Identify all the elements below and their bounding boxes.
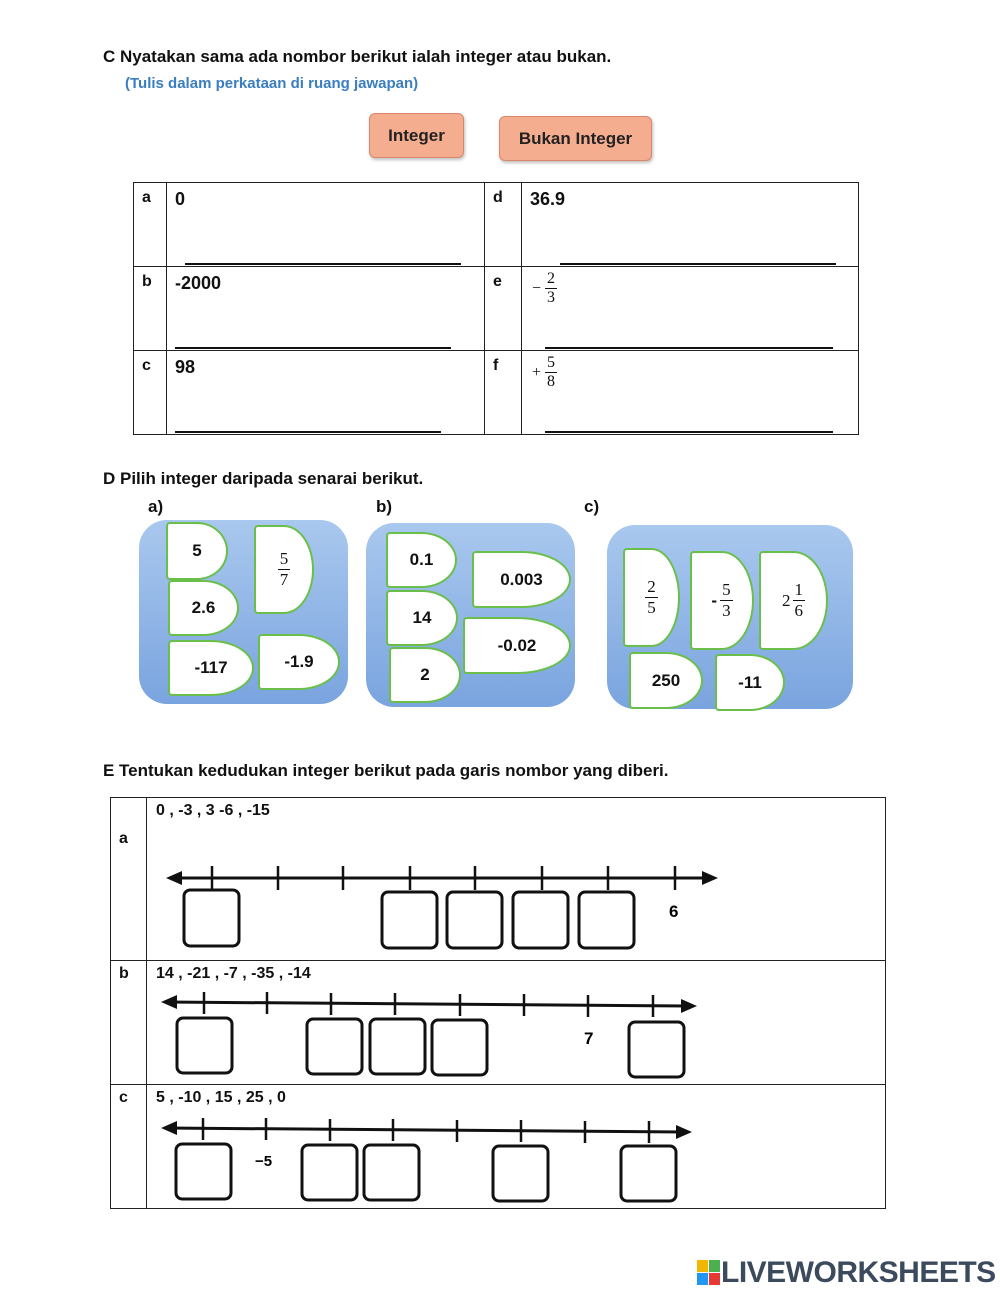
fraction-chip[interactable] bbox=[254, 525, 314, 614]
answer-field-c[interactable] bbox=[175, 409, 441, 433]
answer-drop-box[interactable] bbox=[177, 1018, 232, 1073]
given-value-label: 7 bbox=[584, 1029, 594, 1048]
answer-drop-box[interactable] bbox=[513, 892, 568, 948]
section-d-heading: D Pilih integer daripada senarai berikut. bbox=[103, 469, 424, 488]
number-line-b bbox=[155, 988, 715, 1083]
number-value: 0 bbox=[175, 189, 186, 209]
number-chip[interactable]: -117 bbox=[168, 640, 254, 696]
given-value-label: 6 bbox=[669, 902, 679, 921]
group-b-label: b) bbox=[376, 497, 393, 516]
number-line-axis bbox=[165, 1128, 683, 1132]
fraction-denominator: 7 bbox=[279, 570, 289, 589]
answer-field-f[interactable] bbox=[545, 409, 833, 433]
row-label: b bbox=[142, 273, 152, 290]
answer-field-e[interactable] bbox=[545, 325, 833, 349]
number-value: 36.9 bbox=[530, 189, 566, 209]
number-value: 98 bbox=[175, 357, 196, 377]
number-chip[interactable]: 2 bbox=[389, 647, 461, 703]
row-label: d bbox=[493, 189, 503, 206]
number-chip[interactable]: 0.003 bbox=[472, 551, 571, 608]
answer-field-a[interactable] bbox=[185, 241, 461, 265]
answer-field-b[interactable] bbox=[175, 325, 451, 349]
fraction-denominator: 3 bbox=[722, 601, 731, 620]
answer-drop-box[interactable] bbox=[364, 1145, 419, 1200]
number-chip[interactable]: 250 bbox=[629, 652, 703, 709]
fraction-numerator: 5 bbox=[547, 354, 556, 371]
answer-drop-box[interactable] bbox=[382, 892, 437, 948]
fraction-denominator: 8 bbox=[547, 373, 556, 390]
section-c-note: (Tulis dalam perkataan di ruang jawapan) bbox=[125, 75, 419, 92]
integer-option-button[interactable]: Integer bbox=[369, 113, 464, 158]
integer-sequence: 14 , -21 , -7 , -35 , -14 bbox=[156, 965, 311, 982]
answer-drop-box[interactable] bbox=[302, 1145, 357, 1200]
number-chip[interactable]: -11 bbox=[715, 654, 785, 711]
fraction-numerator: 2 bbox=[647, 577, 656, 596]
fraction-numerator: 5 bbox=[279, 549, 289, 568]
fraction-denominator: 6 bbox=[794, 601, 803, 620]
left-arrowhead bbox=[161, 1121, 177, 1135]
row-label: c bbox=[142, 357, 151, 374]
answer-drop-box[interactable] bbox=[370, 1019, 425, 1074]
liveworksheets-logo bbox=[697, 1256, 996, 1290]
given-value-label: −5 bbox=[255, 1153, 273, 1170]
logo-mark-icon bbox=[697, 1260, 721, 1286]
fraction-chip[interactable] bbox=[623, 548, 680, 647]
number-line-c bbox=[155, 1113, 715, 1208]
row-label: c bbox=[119, 1089, 128, 1106]
answer-drop-box[interactable] bbox=[447, 892, 502, 948]
answer-drop-box[interactable] bbox=[176, 1144, 231, 1199]
row-label: b bbox=[119, 965, 129, 982]
number-chip[interactable]: -0.02 bbox=[463, 617, 571, 674]
right-arrowhead bbox=[681, 999, 697, 1013]
bukan-integer-option-button[interactable]: Bukan Integer bbox=[499, 116, 652, 161]
left-arrowhead bbox=[166, 871, 182, 885]
fraction-sign: − bbox=[532, 279, 542, 297]
row-label: e bbox=[493, 273, 502, 290]
whole-number: 2 bbox=[782, 590, 791, 610]
number-value: -2000 bbox=[175, 273, 222, 293]
number-chip[interactable]: 14 bbox=[386, 590, 458, 646]
fraction-numerator: 2 bbox=[547, 270, 556, 287]
number-chip[interactable]: 5 bbox=[166, 522, 228, 580]
number-line-axis bbox=[165, 1002, 688, 1006]
group-c-label: c) bbox=[584, 497, 600, 516]
answer-drop-box[interactable] bbox=[629, 1022, 684, 1077]
number-line-a bbox=[160, 860, 730, 960]
mixed-fraction-chip[interactable] bbox=[759, 551, 828, 650]
right-arrowhead bbox=[702, 871, 718, 885]
fraction-denominator: 5 bbox=[647, 598, 656, 617]
answer-drop-box[interactable] bbox=[621, 1146, 676, 1201]
section-e-heading: E Tentukan kedudukan integer berikut pada garis nombor yang diberi. bbox=[103, 761, 669, 780]
answer-field-d[interactable] bbox=[560, 241, 836, 265]
answer-drop-box[interactable] bbox=[493, 1146, 548, 1201]
right-arrowhead bbox=[676, 1125, 692, 1139]
fraction-value bbox=[532, 354, 557, 391]
fraction-sign: + bbox=[532, 363, 542, 381]
answer-drop-box[interactable] bbox=[579, 892, 634, 948]
row-label: a bbox=[119, 830, 128, 847]
fraction-chip[interactable] bbox=[690, 551, 754, 650]
left-arrowhead bbox=[161, 995, 177, 1009]
fraction-value bbox=[532, 270, 557, 307]
number-chip[interactable]: 0.1 bbox=[386, 532, 457, 588]
logo-text: LIVEWORKSHEETS bbox=[721, 1256, 996, 1289]
integer-sequence: 5 , -10 , 15 , 25 , 0 bbox=[156, 1089, 286, 1106]
answer-drop-box[interactable] bbox=[184, 890, 239, 946]
number-chip[interactable]: 2.6 bbox=[168, 580, 239, 636]
number-chip[interactable]: -1.9 bbox=[258, 634, 340, 690]
integer-sequence: 0 , -3 , 3 -6 , -15 bbox=[156, 802, 270, 819]
answer-drop-box[interactable] bbox=[307, 1019, 362, 1074]
row-label: f bbox=[493, 357, 499, 374]
fraction-denominator: 3 bbox=[547, 289, 556, 306]
integer-classification-table bbox=[133, 182, 859, 435]
fraction-sign: - bbox=[711, 590, 718, 610]
row-label: a bbox=[142, 189, 151, 206]
answer-drop-box[interactable] bbox=[432, 1020, 487, 1075]
fraction-numerator: 5 bbox=[722, 580, 731, 599]
section-c-heading: C Nyatakan sama ada nombor berikut ialah integer atau bukan. bbox=[103, 47, 612, 66]
fraction-numerator: 1 bbox=[794, 580, 803, 599]
group-a-label: a) bbox=[148, 497, 164, 516]
